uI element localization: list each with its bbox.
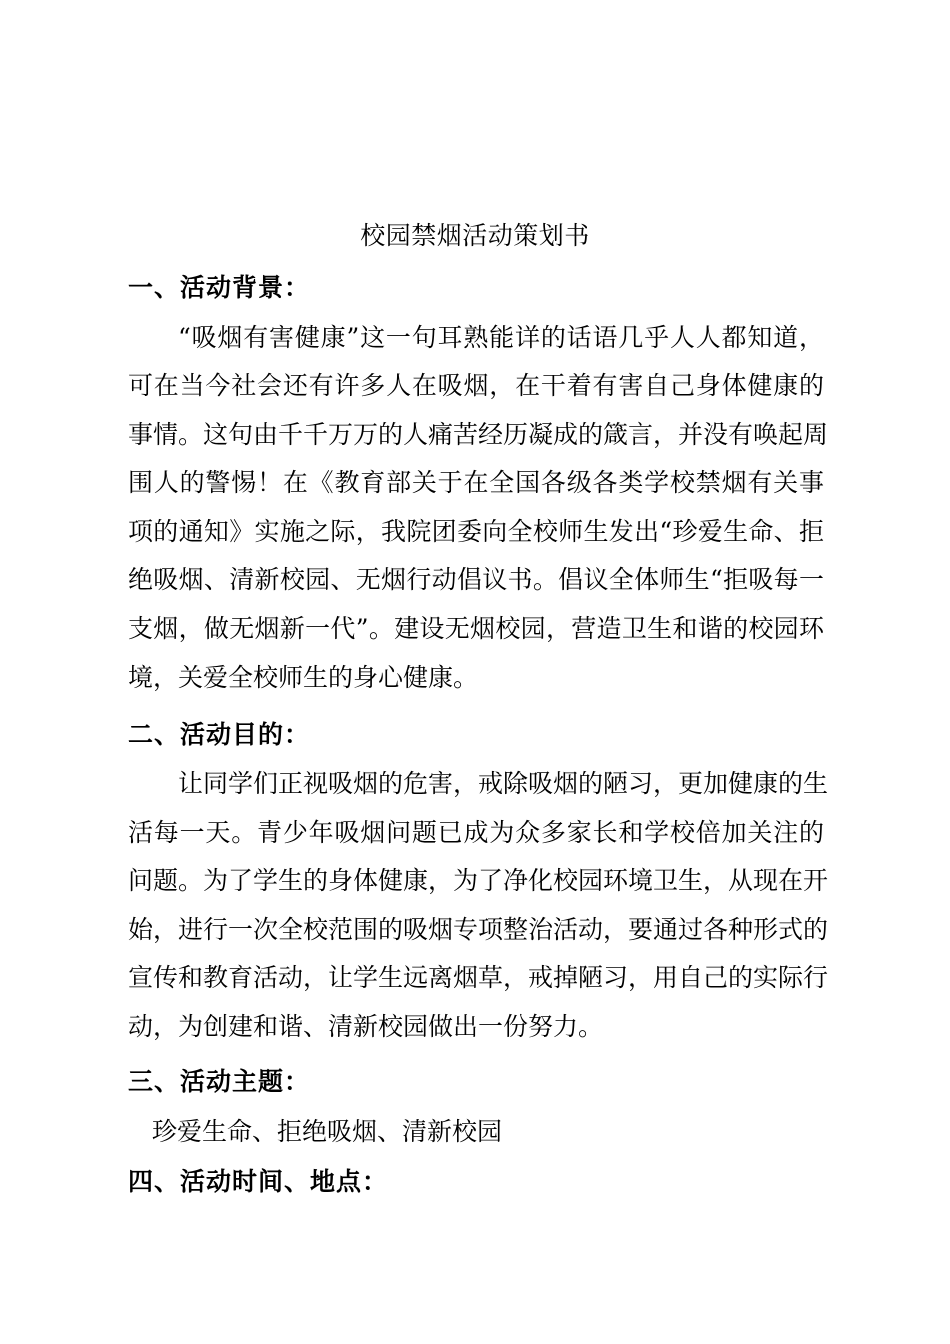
paragraph-line: 境，关爱全校师生的身心健康。: [128, 663, 479, 692]
section-heading-background: 一、活动背景：: [128, 273, 311, 302]
paragraph-line: 让同学们正视吸烟的危害，戒除吸烟的陋习，更加健康的生: [178, 769, 829, 798]
paragraph-line: 绝吸烟、清新校园、无烟行动倡议书。倡议全体师生“拒吸每一: [128, 565, 824, 594]
section-heading-time-place: 四、活动时间、地点：: [128, 1167, 389, 1196]
paragraph-line: 活每一天。青少年吸烟问题已成为众多家长和学校倍加关注的: [128, 818, 824, 847]
paragraph-line: 始，进行一次全校范围的吸烟专项整治活动，要通过各种形式的: [128, 915, 829, 944]
section-heading-purpose: 二、活动目的：: [128, 720, 311, 749]
paragraph-line: “吸烟有害健康”这一句耳熟能详的话语几乎人人都知道，: [178, 323, 824, 352]
paragraph-line: 围人的警惕！在《教育部关于在全国各级各类学校禁烟有关事: [128, 468, 824, 497]
paragraph-line: 支烟，做无烟新一代”。建设无烟校园，营造卫生和谐的校园环: [128, 614, 824, 643]
paragraph-line: 问题。为了学生的身体健康，为了净化校园环境卫生，从现在开: [128, 866, 829, 895]
document-title: 校园禁烟活动策划书: [360, 221, 590, 250]
paragraph-line: 项的通知》实施之际，我院团委向全校师生发出“珍爱生命、拒: [128, 517, 824, 546]
theme-text: 珍爱生命、拒绝吸烟、清新校园: [152, 1117, 503, 1146]
paragraph-line: 事情。这句由千千万万的人痛苦经历凝成的箴言，并没有唤起周: [128, 420, 829, 449]
paragraph-line: 宣传和教育活动，让学生远离烟草，戒掉陋习，用自己的实际行: [128, 963, 829, 992]
paragraph-line: 动，为创建和谐、清新校园做出一份努力。: [128, 1012, 604, 1041]
section-heading-theme: 三、活动主题：: [128, 1067, 311, 1096]
paragraph-line: 可在当今社会还有许多人在吸烟，在干着有害自己身体健康的: [128, 371, 824, 400]
